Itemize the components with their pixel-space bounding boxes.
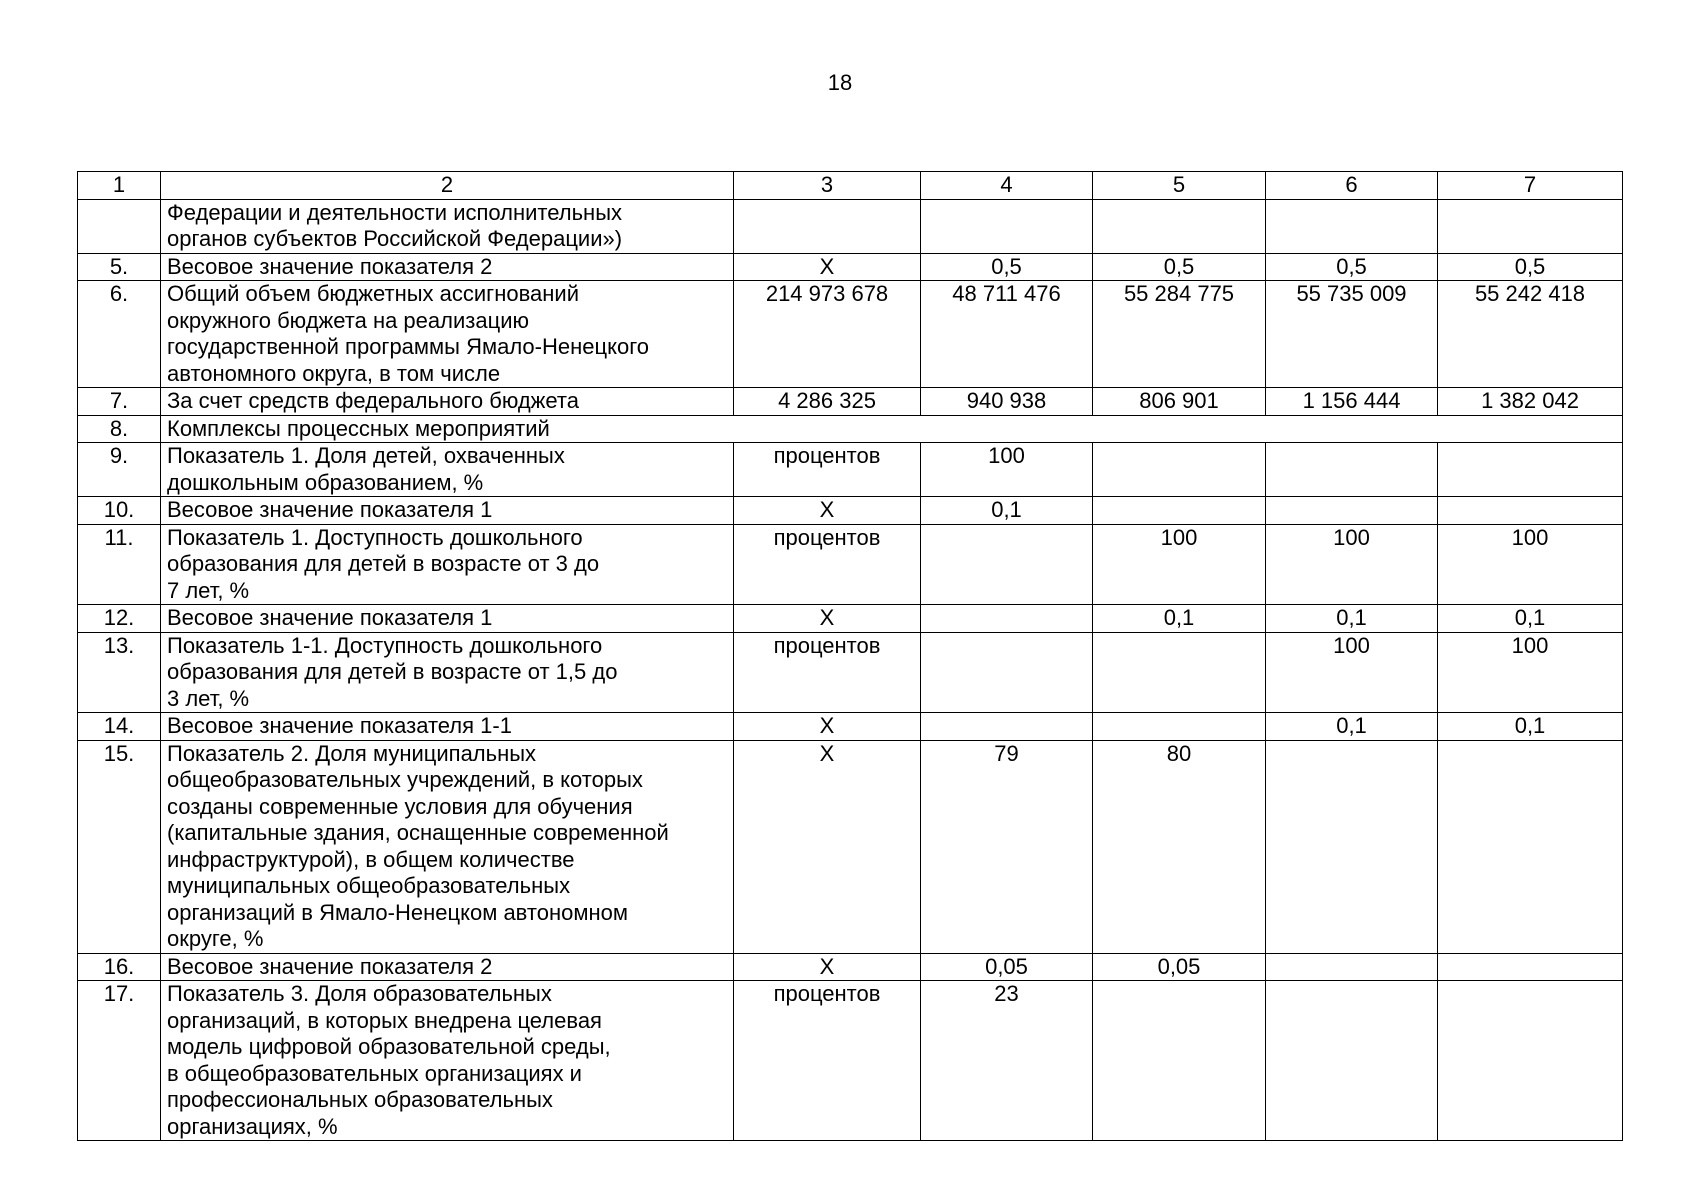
value-cell: Х	[734, 953, 921, 981]
value-cell: 806 901	[1093, 388, 1266, 416]
value-cell	[921, 713, 1093, 741]
table-row	[78, 415, 1623, 443]
value-cell: Х	[734, 740, 921, 953]
row-number-cell: 9.	[78, 443, 161, 497]
value-cell	[1438, 953, 1623, 981]
table-row	[78, 497, 1623, 525]
value-cell	[1093, 632, 1266, 713]
value-cell	[1266, 199, 1438, 253]
row-number-cell: 10.	[78, 497, 161, 525]
header-cell: 2	[161, 172, 734, 200]
table-row	[78, 605, 1623, 633]
value-cell	[1093, 713, 1266, 741]
value-cell: 55 242 418	[1438, 281, 1623, 388]
indicator-name-cell: Показатель 1-1. Доступность дошкольного образования для детей в возрасте от 1,5 до 3 лет, %	[161, 632, 734, 713]
table-row	[78, 253, 1623, 281]
value-cell	[1093, 497, 1266, 525]
row-number-cell: 5.	[78, 253, 161, 281]
value-cell	[1093, 981, 1266, 1141]
value-cell: 0,1	[1438, 605, 1623, 633]
value-cell	[1438, 981, 1623, 1141]
value-cell	[1438, 497, 1623, 525]
value-cell	[1093, 199, 1266, 253]
header-cell: 6	[1266, 172, 1438, 200]
table-row	[78, 199, 1623, 253]
value-cell: 0,05	[1093, 953, 1266, 981]
value-cell	[921, 632, 1093, 713]
table-row	[78, 524, 1623, 605]
table-header-row	[78, 172, 1623, 200]
value-cell: 0,5	[921, 253, 1093, 281]
value-cell: 0,5	[1266, 253, 1438, 281]
indicator-name-cell: Весовое значение показателя 1	[161, 497, 734, 525]
table-row	[78, 388, 1623, 416]
row-number-cell: 8.	[78, 415, 161, 443]
header-cell: 3	[734, 172, 921, 200]
header-cell: 1	[78, 172, 161, 200]
row-number-cell: 15.	[78, 740, 161, 953]
value-cell: 0,1	[1438, 713, 1623, 741]
value-cell: процентов	[734, 981, 921, 1141]
value-cell: 23	[921, 981, 1093, 1141]
indicator-name-cell: Весовое значение показателя 1-1	[161, 713, 734, 741]
value-cell	[1266, 981, 1438, 1141]
value-cell: Х	[734, 605, 921, 633]
table-row	[78, 981, 1623, 1141]
value-cell	[921, 524, 1093, 605]
value-cell: процентов	[734, 632, 921, 713]
row-number-cell: 7.	[78, 388, 161, 416]
value-cell: 1 156 444	[1266, 388, 1438, 416]
table-row	[78, 632, 1623, 713]
row-number-cell: 11.	[78, 524, 161, 605]
value-cell	[1438, 443, 1623, 497]
value-cell: 100	[921, 443, 1093, 497]
row-number-cell	[78, 199, 161, 253]
value-cell: 55 284 775	[1093, 281, 1266, 388]
value-cell	[1266, 497, 1438, 525]
value-cell	[1266, 953, 1438, 981]
value-cell: 100	[1093, 524, 1266, 605]
value-cell	[1266, 443, 1438, 497]
indicator-name-cell: Весовое значение показателя 2	[161, 253, 734, 281]
header-cell: 4	[921, 172, 1093, 200]
value-cell: 48 711 476	[921, 281, 1093, 388]
indicator-name-cell: За счет средств федерального бюджета	[161, 388, 734, 416]
indicator-name-cell: Весовое значение показателя 1	[161, 605, 734, 633]
row-number-cell: 6.	[78, 281, 161, 388]
value-cell: 79	[921, 740, 1093, 953]
value-cell: 100	[1438, 632, 1623, 713]
value-cell: 80	[1093, 740, 1266, 953]
page-number: 18	[827, 70, 853, 95]
value-cell: 55 735 009	[1266, 281, 1438, 388]
value-cell	[921, 199, 1093, 253]
row-number-cell: 16.	[78, 953, 161, 981]
value-cell: Х	[734, 497, 921, 525]
value-cell: 0,1	[1266, 713, 1438, 741]
value-cell	[734, 199, 921, 253]
value-cell: 100	[1266, 524, 1438, 605]
table-row	[78, 713, 1623, 741]
value-cell	[1438, 740, 1623, 953]
value-cell	[1266, 740, 1438, 953]
indicators-table	[77, 171, 1623, 1141]
indicator-name-cell: Показатель 2. Доля муниципальных общеобразовательных учреждений, в которых созданы современные условия для обучения (капитальные здания, оснащенные современной инфраструктурой), в общем количестве муниципальных общеобразовательных организаций в Ямало-Ненецком автономном округе, %	[161, 740, 734, 953]
row-number-cell: 13.	[78, 632, 161, 713]
indicator-name-cell: Показатель 3. Доля образовательных организаций, в которых внедрена целевая модель цифровой образовательной среды, в общеобразовательных организациях и профессиональных образовательных организациях, %	[161, 981, 734, 1141]
value-cell	[1438, 199, 1623, 253]
header-cell: 7	[1438, 172, 1623, 200]
value-cell: 0,05	[921, 953, 1093, 981]
indicator-name-cell: Весовое значение показателя 2	[161, 953, 734, 981]
row-number-cell: 12.	[78, 605, 161, 633]
value-cell: 1 382 042	[1438, 388, 1623, 416]
value-cell: 100	[1266, 632, 1438, 713]
indicator-name-cell: Комплексы процессных мероприятий	[161, 415, 1623, 443]
row-number-cell: 17.	[78, 981, 161, 1141]
value-cell: 0,1	[1266, 605, 1438, 633]
value-cell: процентов	[734, 443, 921, 497]
table-row	[78, 281, 1623, 388]
value-cell: 214 973 678	[734, 281, 921, 388]
value-cell: 940 938	[921, 388, 1093, 416]
value-cell: 0,5	[1093, 253, 1266, 281]
value-cell: Х	[734, 713, 921, 741]
table-row	[78, 443, 1623, 497]
table-row	[78, 740, 1623, 953]
table-row	[78, 953, 1623, 981]
indicator-name-cell: Показатель 1. Доступность дошкольного образования для детей в возрасте от 3 до 7 лет, %	[161, 524, 734, 605]
value-cell: 0,5	[1438, 253, 1623, 281]
indicator-name-cell: Общий объем бюджетных ассигнований окружного бюджета на реализацию государственной программы Ямало-Ненецкого автономного округа, в том числе	[161, 281, 734, 388]
value-cell: 100	[1438, 524, 1623, 605]
value-cell	[921, 605, 1093, 633]
value-cell: Х	[734, 253, 921, 281]
value-cell	[1093, 443, 1266, 497]
row-number-cell: 14.	[78, 713, 161, 741]
value-cell: процентов	[734, 524, 921, 605]
value-cell: 0,1	[921, 497, 1093, 525]
value-cell: 0,1	[1093, 605, 1266, 633]
header-cell: 5	[1093, 172, 1266, 200]
indicator-name-cell: Показатель 1. Доля детей, охваченных дошкольным образованием, %	[161, 443, 734, 497]
value-cell: 4 286 325	[734, 388, 921, 416]
indicator-name-cell: Федерации и деятельности исполнительных органов субъектов Российской Федерации»)	[161, 199, 734, 253]
